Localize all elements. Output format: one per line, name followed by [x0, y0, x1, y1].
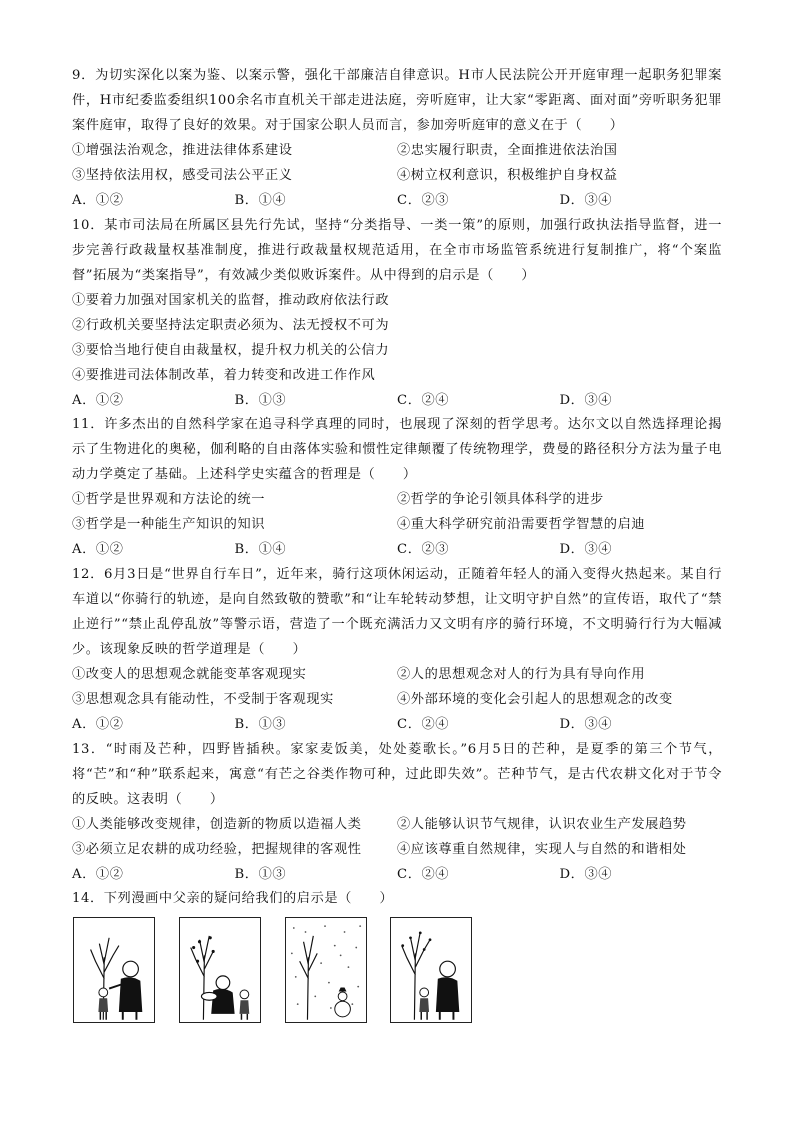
question-10 — [72, 213, 722, 413]
choice-c: C．②③ — [397, 542, 450, 557]
comic-illustration-2 — [180, 918, 260, 1022]
option-item: ②忠实履行职责，全面推进依法治国 — [397, 143, 618, 158]
option-items — [72, 662, 722, 687]
option-item: ④外部环境的变化会引起人的思想观念的改变 — [397, 692, 673, 707]
option-item: ①人类能够改变规律，创造新的物质以造福人类 — [72, 817, 362, 832]
comic-panel-spring — [73, 917, 155, 1023]
option-item: ②人的思想观念对人的行为具有导向作用 — [397, 667, 646, 682]
option-item: ②人能够认识节气规律，认识农业生产发展趋势 — [397, 817, 687, 832]
question-stem: 11．许多杰出的自然科学家在追寻科学真理的同时，也展现了深刻的哲学思考。达尔文以自然选择理论揭示了生物进化的奥秘，伽利略的自由落体实验和惯性定律颠覆了传统物理学，费曼的路径积分方法为量子电动力学奠定了基础。上述科学史实蕴含的哲理是（ ） — [72, 417, 722, 482]
answer-choices — [72, 388, 722, 413]
choice-d: D．③④ — [559, 717, 613, 732]
comic-illustration-1 — [74, 918, 154, 1022]
option-item: ①哲学是世界观和方法论的统一 — [72, 492, 266, 507]
option-item: ③坚持依法用权，感受司法公平正义 — [72, 168, 293, 183]
choice-a: A．①② — [72, 867, 124, 882]
option-items — [72, 487, 722, 512]
choice-b: B．①④ — [234, 193, 287, 208]
choice-d: D．③④ — [559, 867, 613, 882]
option-items — [72, 837, 722, 862]
option-items — [72, 512, 722, 537]
option-item: ②哲学的争论引领具体科学的进步 — [397, 492, 604, 507]
question-stem: 14．下列漫画中父亲的疑问给我们的启示是（ ） — [72, 891, 394, 906]
option-item: ④要推进司法体制改革，着力转变和改进工作作风 — [72, 368, 376, 383]
option-item: ①要着力加强对国家机关的监督，推动政府依法行政 — [72, 293, 390, 308]
question-13 — [72, 737, 722, 887]
comic-illustration-3 — [286, 918, 366, 1022]
option-items — [72, 812, 722, 837]
answer-choices — [72, 188, 722, 213]
question-stem: 10．某市司法局在所属区县先行先试，坚持“分类指导、一类一策”的原则，加强行政执法指导监督，进一步完善行政裁量权基准制度，推进行政裁量权规范适用，在全市市场监管系统进行复制推广，将“个案监督”拓展为“类案指导”，有效减少类似败诉案件。从中得到的启示是（ ） — [72, 218, 722, 283]
answer-choices — [72, 537, 722, 562]
option-item: ①增强法治观念，推进法律体系建设 — [72, 143, 293, 158]
option-item: ④树立权利意识，积极维护自身权益 — [397, 168, 618, 183]
question-stem: 13．“时雨及芒种，四野皆插秧。家家麦饭美，处处菱歌长。”6月5日的芒种，是夏季的第三个节气，将“芒”和“种”联系起来，寓意“有芒之谷类作物可种，过此即失效”。芒种节气，是古代农耕文化对于节令的反映。这表明（ ） — [72, 742, 722, 807]
choice-a: A．①② — [72, 393, 124, 408]
question-12 — [72, 562, 722, 737]
choice-c: C．②③ — [397, 193, 450, 208]
option-item: ③必须立足农耕的成功经验，把握规律的客观性 — [72, 842, 362, 857]
choice-c: C．②④ — [397, 717, 450, 732]
comic-strip — [73, 917, 493, 1027]
comic-illustration-4 — [391, 918, 471, 1022]
option-items — [72, 138, 722, 163]
answer-choices — [72, 862, 722, 887]
choice-c: C．②④ — [397, 393, 450, 408]
question-stem: 12．6月3日是“世界自行车日”，近年来，骑行这项休闲运动，正随着年轻人的涌入变得火热起来。某自行车道以“你骑行的轨迹，是向自然致敬的赞歌”和“让车轮转动梦想，让文明守护自然”的宣传语，取代了“禁止逆行”“禁止乱停乱放”等警示语，营造了一个既充满活力又文明有序的骑行环境，不文明骑行行为大幅减少。该现象反映的哲学道理是（ ） — [72, 567, 722, 657]
choice-d: D．③④ — [559, 542, 613, 557]
choice-b: B．①③ — [234, 867, 287, 882]
option-item: ④重大科学研究前沿需要哲学智慧的启迪 — [397, 517, 646, 532]
choice-b: B．①③ — [234, 393, 287, 408]
choice-d: D．③④ — [559, 393, 613, 408]
choice-b: B．①③ — [234, 717, 287, 732]
question-14 — [72, 886, 722, 911]
option-items — [72, 163, 722, 188]
option-item: ①改变人的思想观念就能变革客观现实 — [72, 667, 307, 682]
option-item: ③思想观念具有能动性，不受制于客观现实 — [72, 692, 334, 707]
option-item: ④应该尊重自然规律，实现人与自然的和谐相处 — [397, 842, 687, 857]
option-item: ③哲学是一种能生产知识的知识 — [72, 517, 266, 532]
question-9 — [72, 63, 722, 213]
choice-b: B．①④ — [234, 542, 287, 557]
question-stem: 9．为切实深化以案为鉴、以案示警，强化干部廉洁自律意识。H市人民法院公开开庭审理一起职务犯罪案件，H市纪委监委组织100余名市直机关干部走进法庭，旁听庭审，让大家“零距离、面对面”旁听职务犯罪案件庭审，取得了良好的效果。对于国家公职人员而言，参加旁听庭审的意义在于（ ） — [72, 68, 722, 133]
option-item: ③要恰当地行使自由裁量权，提升权力机关的公信力 — [72, 343, 390, 358]
choice-a: A．①② — [72, 542, 124, 557]
comic-panel-question — [390, 917, 472, 1023]
option-item: ②行政机关要坚持法定职责必须为、法无授权不可为 — [72, 318, 390, 333]
option-items — [72, 687, 722, 712]
question-11 — [72, 412, 722, 562]
choice-c: C．②④ — [397, 867, 450, 882]
answer-choices — [72, 712, 722, 737]
comic-panel-winter — [285, 917, 367, 1023]
choice-d: D．③④ — [559, 193, 613, 208]
comic-panel-harvest — [179, 917, 261, 1023]
choice-a: A．①② — [72, 717, 124, 732]
choice-a: A．①② — [72, 193, 124, 208]
